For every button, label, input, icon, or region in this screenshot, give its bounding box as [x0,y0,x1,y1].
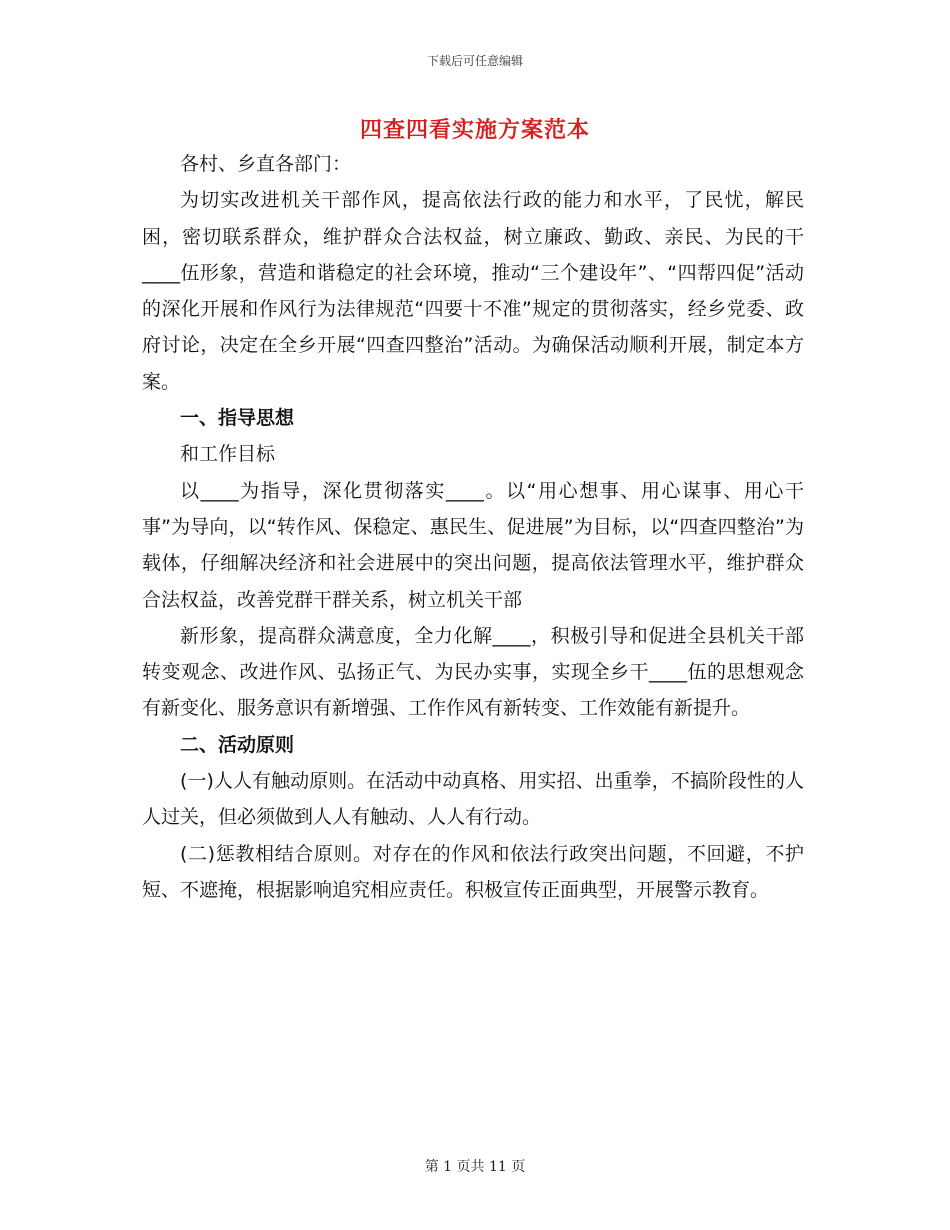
principle-1-paragraph: (一)人人有触动原则。在活动中动真格、用实招、出重拳，不搞阶段性的人人过关，但必须做到人人有触动、人人有行动。 [142,770,804,829]
document-title: 四查四看实施方案范本 [359,118,590,143]
goals-paragraph: 新形象，提高群众满意度，全力化解____，积极引导和促进全县机关干部转变观念、改进作风、弘扬正气、为民办实事，实现全乡干____伍的思想观念有新变化、服务意识有新增强、工作作风有新转变、工作效能有新提升。 [142,624,804,720]
intro-paragraph: 为切实改进机关干部作风，提高依法行政的能力和水平，了民忧，解民困，密切联系群众，维护群众合法权益，树立廉政、勤政、亲民、为民的干____伍形象，营造和谐稳定的社会环境，推动“三个建设年”、“四帮四促”活动的深化开展和作风行为法律规范“四要十不准”规定的贯彻落实，经乡党委、政府讨论，决定在全乡开展“四查四整治”活动。为确保活动顺利开展，制定本方案。 [142,189,804,393]
document-body [142,146,804,908]
section-subheading-work-goals: 和工作目标 [180,443,276,466]
principle-2-paragraph: (二)惩教相结合原则。对存在的作风和依法行政突出问题，不回避，不护短、不遮掩，根据影响追究相应责任。积极宣传正面典型，开展警示教育。 [142,842,804,901]
guiding-paragraph: 以____为指导，深化贯彻落实____。以“用心想事、用心谋事、用心干事”为导向，以“转作风、保稳定、惠民生、促进展”为目标，以“四查四整治”为载体，仔细解决经济和社会进展中的突出问题，提高依法管理水平，维护群众合法权益，改善党群干群关系，树立机关干部 [142,479,804,611]
page-number: 第 1 页共 11 页 [424,1159,526,1175]
section-heading-principles: 二、活动原则 [180,733,295,756]
section-heading-guiding-ideology: 一、指导思想 [180,407,295,430]
salutation: 各村、乡直各部门： [180,153,352,175]
header-note: 下载后可任意编辑 [426,54,523,68]
